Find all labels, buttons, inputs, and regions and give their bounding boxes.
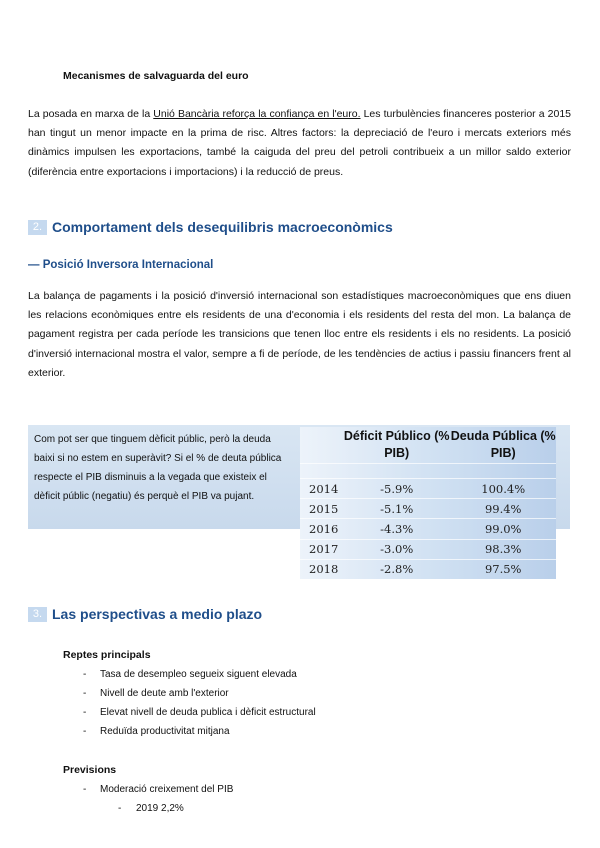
section-3-number: 3. [28, 607, 47, 622]
fiscal-table [300, 427, 556, 579]
intro-rest: Les turbulències financeres posterior a 2015 han tingut un menor impacte en la prima de risc. Altres factors: la depreciació de l'euro i mercats exteriors més dinàmics impulsen les exportacions, també la caiguda del preu del petroli contribueix a un millor saldo exterior (diferència entre exportacions i importacions) i la reducció de preus. [28, 108, 571, 178]
list-dash: - [83, 688, 87, 699]
list-subitem-text: 2019 2,2% [136, 803, 184, 814]
table-cell-year: 2014 [300, 479, 343, 499]
section-2-heading [28, 219, 393, 235]
table-cell-deuda: 99.0% [450, 519, 556, 539]
list-dash: - [83, 784, 87, 795]
subsection-title: — Posició Inversora Internacional [28, 259, 214, 271]
list-dash: - [83, 707, 87, 718]
section-3-title: Las perspectivas a medio plazo [52, 606, 263, 622]
list-dash: - [83, 669, 87, 680]
balance-paragraph: La balança de pagaments i la posició d'inversió internacional son estadístiques macroeconòmiques que ens diuen les relacions econòmiques entre els residents de una d'economia i els residents del resta del mon. La balança de pagament registra per cada període les transicions que tenen lloc entre els residents i els no residents. La posició d'inversió internacional mostra el valor, sempre a fi de període, de les tendències de actius i passiu financers frent al exterior. [28, 290, 571, 379]
list-item-text: Reduïda productivitat mitjana [100, 726, 230, 737]
table-cell-deficit: -4.3% [343, 519, 451, 539]
table-cell-year: 2018 [300, 559, 343, 579]
table-cell-deuda: 100.4% [450, 479, 556, 499]
list-item-text: Nivell de deute amb l'exterior [100, 688, 229, 699]
intro-paragraph [28, 105, 571, 182]
table-cell-year: 2017 [300, 539, 343, 559]
table-row [300, 539, 556, 559]
table-cell-year: 2015 [300, 499, 343, 519]
table-header-deuda: Deuda Pública (% PIB) [450, 429, 556, 460]
callout-text: Com pot ser que tinguem dèficit públic, però la deuda baixi si no estem en superàvit? Si el % de deuta pública respecte el PIB disminuis a la vegada que existeix el dèficit públic (negatiu) és perquè el PIB va pujant. [34, 434, 282, 502]
table-cell-deficit: -5.9% [343, 479, 451, 499]
table-row [300, 499, 556, 519]
table-row [300, 479, 556, 499]
table-row [300, 559, 556, 579]
intro-link[interactable]: Unió Bancària reforça la confiança en l'euro. [153, 108, 361, 120]
table-cell-deficit: -3.0% [343, 539, 451, 559]
list-item-text: Elevat nivell de deuda publica i dèficit estructural [100, 707, 316, 718]
list-item-text: Tasa de desempleo segueix siguent elevada [100, 669, 297, 680]
table-cell-deuda: 97.5% [450, 559, 556, 579]
table-header-empty [300, 427, 343, 464]
section-subheading: Mecanismes de salvaguarda del euro [63, 70, 249, 82]
table-cell-deficit: -5.1% [343, 499, 451, 519]
section-3-heading [28, 606, 262, 622]
table-cell-deficit: -2.8% [343, 559, 451, 579]
intro-prefix: La posada en marxa de la [28, 108, 154, 120]
list-dash: - [83, 726, 87, 737]
previsions-heading: Previsions [63, 764, 117, 776]
table-cell-year: 2016 [300, 519, 343, 539]
section-2-number: 2. [28, 220, 47, 235]
reptes-heading: Reptes principals [63, 649, 151, 661]
table-cell-deuda: 98.3% [450, 539, 556, 559]
list-item-text: Moderació creixement del PIB [100, 784, 234, 795]
table-header-deficit: Déficit Público (% PIB) [343, 429, 450, 460]
table-row [300, 519, 556, 539]
table-cell-deuda: 99.4% [450, 499, 556, 519]
section-2-title: Comportament dels desequilibris macroeconòmics [52, 219, 393, 235]
list-dash: - [118, 803, 122, 814]
